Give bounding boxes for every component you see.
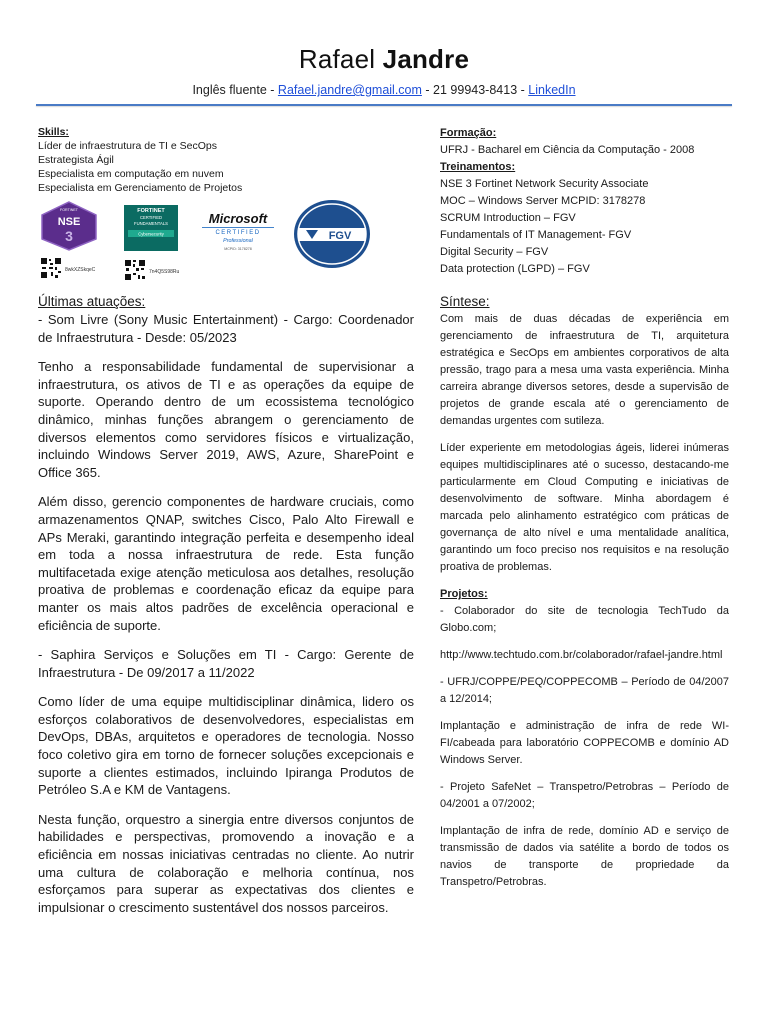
nse-qr-code [40,257,62,279]
header-divider [36,104,732,106]
microsoft-id: MCPID: 3178278 [224,247,252,251]
role-heading: - Som Livre (Sony Music Entertainment) - Cargo: Coordenador de Infraestrutura - Desde: 05/2023 [38,312,414,345]
fortinet-line3: FUNDAMENTALS [134,221,168,226]
training-item: Data protection (LGPD) – FGV [440,263,590,275]
last-name: Jandre [382,44,470,74]
role-description: Tenho a responsabilidade fundamental de supervisionar a infraestrutura, os ativos de TI e as operações da equipe de suporte. Operando dentro de um ecossistema tecnológico dinâmico, minhas funções abrangem o gerenciamento de diversos elementos como servidores físicos e virtualização, incluindo Windows Server 2019, AWS, Azure, SharePoint e Office 365. [38,359,414,480]
project-description: Implantação e administração de infra de rede WI-FI/cabeada para laboratório COPPECOMB e domínio AD Windows Server. [440,720,729,766]
right-column [440,125,729,891]
education-section [440,125,729,278]
fortinet-line2: CERTIFIED [139,215,163,220]
education-item: UFRJ - Bacharel em Ciência da Computação - 2008 [440,144,695,156]
linkedin-link[interactable]: LinkedIn [528,83,576,97]
skill-item: Líder de infraestrutura de TI e SecOps [38,140,217,152]
fortinet-qr-code [124,259,146,281]
fortinet-qr-label: 7n4Q5S98Ru [149,269,180,275]
microsoft-wordmark: Microsoft [208,211,268,226]
synthesis-paragraph: Líder experiente em metodologias ágeis, liderei inúmeras equipes multidisciplinares até o sucesso, destacando-me particularmente em Cloud Computing e iniciativas de desenvolvimento de software. Minha abordagem é marcada pelo alinhamento estratégico com práticas de governança de alto nível e uma mentalidade analítica, garantindo um foco preciso nos requisitos e na resolução proativa de problemas. [440,442,729,573]
fgv-text: FGV [328,230,352,242]
training-title: Treinamentos: [440,161,516,173]
email-link[interactable]: Rafael.jandre@gmail.com [277,83,422,97]
first-name: Rafael [298,44,376,74]
fgv-logo [292,199,372,269]
education-title: Formação: [440,127,497,139]
nse-qr-label: 8wkXZSkqeC [65,267,96,273]
nse-level: 3 [65,228,73,244]
training-item: MOC – Windows Server MCPID: 3178278 [440,195,646,207]
project-link[interactable]: http://www.techtudo.com.br/colaborador/rafael-jandre.html [440,649,723,661]
training-item: SCRUM Introduction – FGV [440,212,576,224]
nse-text: NSE [57,216,81,228]
role-heading: - Saphira Serviços e Soluções em TI - Cargo: Gerente de Infraestrutura - De 09/2017 a 11/2022 [38,647,414,680]
nse3-badge [38,201,100,251]
language-note: Inglês fluente - [192,83,278,97]
project-item: - Colaborador do site de tecnologia TechTudo da Globo.com; [440,605,729,634]
fortinet-line1: FORTINET [137,208,165,214]
role-description: Além disso, gerencio componentes de hardware cruciais, como armazenamentos QNAP, switches Cisco, Palo Alto Firewall e APs Meraki, garantindo integração perfeita e desempenho ideal em toda a nossa infraestrutura de rede. Esta função multifacetada exige atenção meticulosa aos detalhes, resolução proativa de problemas e coordenação eficaz da equipe para manter os mais altos padrões de excelência operacional e eficiência de suporte. [38,494,414,633]
projects-title: Projetos: [440,588,488,600]
skills-section [38,125,414,195]
candidate-name [0,44,768,75]
role-description: Como líder de uma equipe multidisciplinar dinâmica, lidero os esforços colaborativos de desenvolvedores, especialistas em DevOps, DBAs, arquitetos e operadores de tecnologia. Nosso foco coletivo gira em torno de fornecer soluções excepcionais e suporte a clientes estimados, incluindo Ipiranga Produtos de Petróleo S.A e KM de Vantagens. [38,694,414,798]
skills-title: Skills: [38,126,69,138]
microsoft-professional: Professional [223,238,253,244]
project-item: - UFRJ/COPPE/PEQ/COPPECOMB – Período de 04/2007 a 12/2014; [440,676,729,705]
certification-badges [38,199,414,291]
project-item: - Projeto SafeNet – Transpetro/Petrobras – Período de 04/2001 a 07/2002; [440,781,729,810]
recent-roles-title: Últimas atuações: [38,294,146,309]
left-column [38,125,414,916]
training-item: Fundamentals of IT Management- FGV [440,229,632,241]
role-description: Nesta função, orquestro a sinergia entre diversos conjuntos de habilidades e perspectivas, promovendo a inovação e a eficiência em nossas iniciativas centradas no cliente. Ao nutrir uma cultura de colaboração e melhoria contínua, nos esforçamos para superar as expectativas dos clientes e impulsionar o crescimento sustentável dos nossos parceiros. [38,811,414,915]
training-item: Digital Security – FGV [440,246,549,258]
synthesis-title: Síntese: [440,294,490,309]
microsoft-certified: CERTIFIED [215,230,261,236]
nse-brand: FORTINET [60,208,78,212]
contact-line [0,83,768,97]
synthesis-paragraph: Com mais de duas décadas de experiência em gerenciamento de infraestrutura de TI, arquitetura estratégica e SecOps em ambientes corporativos de alta pressão, trago para a mesa uma vasta experiência. Minha carreira abrange diversos setores, desde a supervisão de projetos de grande escala até o gerenciamento de demandas urgentes com sutileza. [440,313,729,427]
microsoft-certified-badge [198,209,278,253]
skill-item: Especialista em Gerenciamento de Projetos [38,182,243,194]
skill-item: Especialista em computação em nuvem [38,168,224,180]
fortinet-fundamentals-badge [122,205,180,251]
phone: - 21 99943-8413 - [421,83,529,97]
training-item: NSE 3 Fortinet Network Security Associate [440,178,649,190]
project-description: Implantação de infra de rede, domínio AD e serviço de transmissão de dados via satélite a bordo de todos os navios de transporte de propriedade da Transpetro/Petrobras. [440,825,729,888]
skill-item: Estrategista Ágil [38,154,114,166]
fortinet-line4: Cybersecurity [138,231,164,237]
